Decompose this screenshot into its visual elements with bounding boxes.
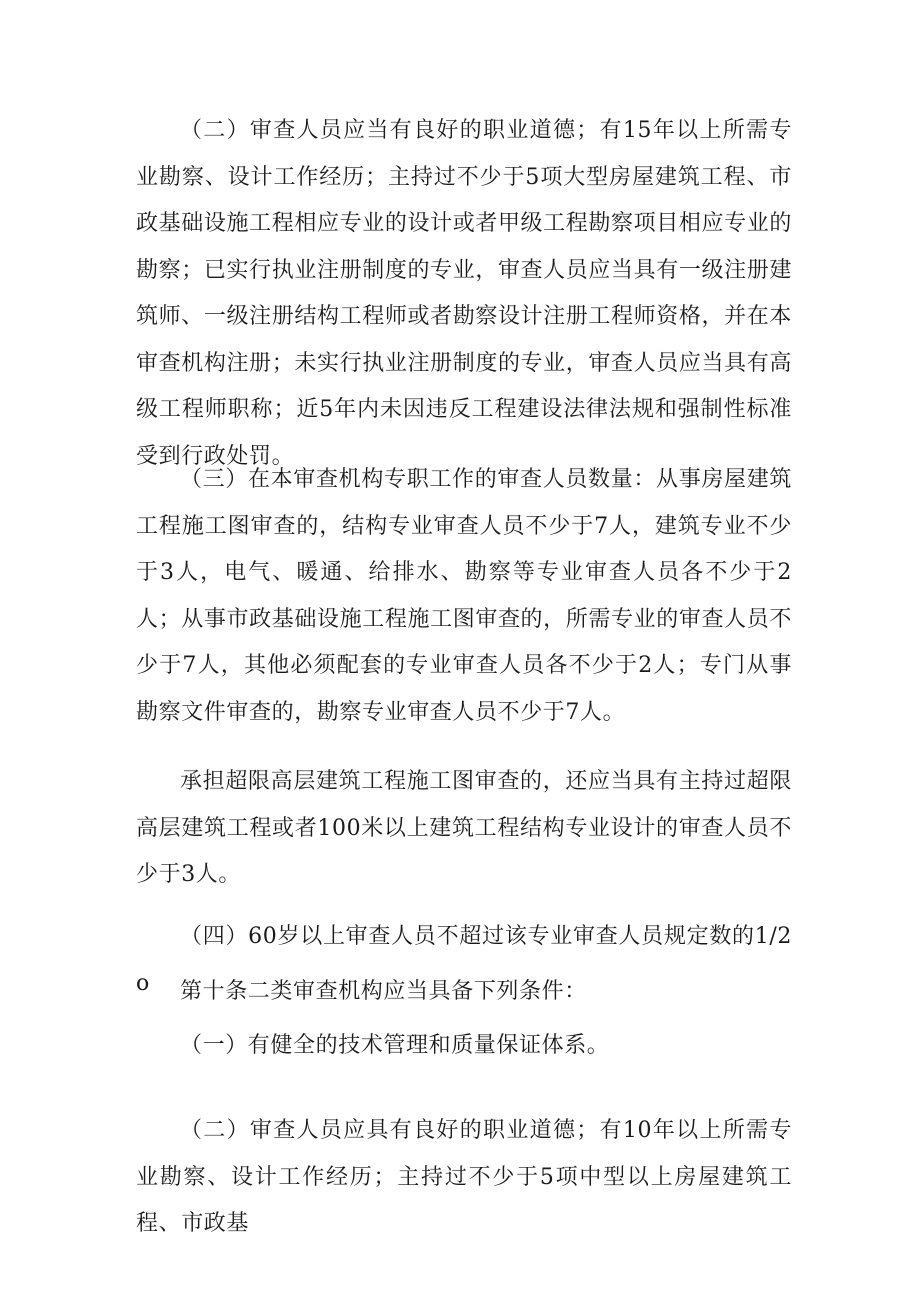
paragraph-age-limit: （四）60岁以上审查人员不超过该专业审查人员规定数的1/2o [136,924,792,996]
paragraph-high-rise-review: 承担超限高层建筑工程施工图审查的，还应当具有主持过超限高层建筑工程或者100米以上建筑工程结构专业设计的审查人员不少于3人。 [136,769,792,887]
paragraph-reviewer-headcount: （三）在本审查机构专职工作的审查人员数量：从事房屋建筑工程施工图审查的，结构专业审查人员不少于7人，建筑专业不少于3人，电气、暖通、给排水、勘察等专业审查人员各不少于2人；从事市政基础设施工程施工图审查的，所需专业的审查人员不少于7人，其他必须配套的专业审查人员各不少于2人；专门从事勘察文件审查的，勘察专业审查人员不少于7人。 [136,467,792,725]
paragraph-reviewer-qualifications-class-two: （二）审查人员应具有良好的职业道德；有10年以上所需专业勘察、设计工作经历；主持过不少于5项中型以上房屋建筑工程、市政基 [136,1118,792,1236]
paragraph-article-ten: 第十条二类审查机构应当具备下列条件： [180,979,587,1004]
paragraph-quality-system: （一）有健全的技术管理和质量保证体系。 [180,1033,610,1058]
paragraph-reviewer-qualifications-class-one: （二）审查人员应当有良好的职业道德；有15年以上所需专业勘察、设计工作经历；主持过不少于5项大型房屋建筑工程、市政基础设施工程相应专业的设计或者甲级工程勘察项目相应专业的勘察；已实行执业注册制度的专业，审查人员应当具有一级注册建筑师、一级注册结构工程师或者勘察设计注册工程师资格，并在本审查机构注册；未实行执业注册制度的专业，审查人员应当具有高级工程师职称；近5年内未因违反工程建设法律法规和强制性标准受到行政处罚。 [136,118,792,469]
